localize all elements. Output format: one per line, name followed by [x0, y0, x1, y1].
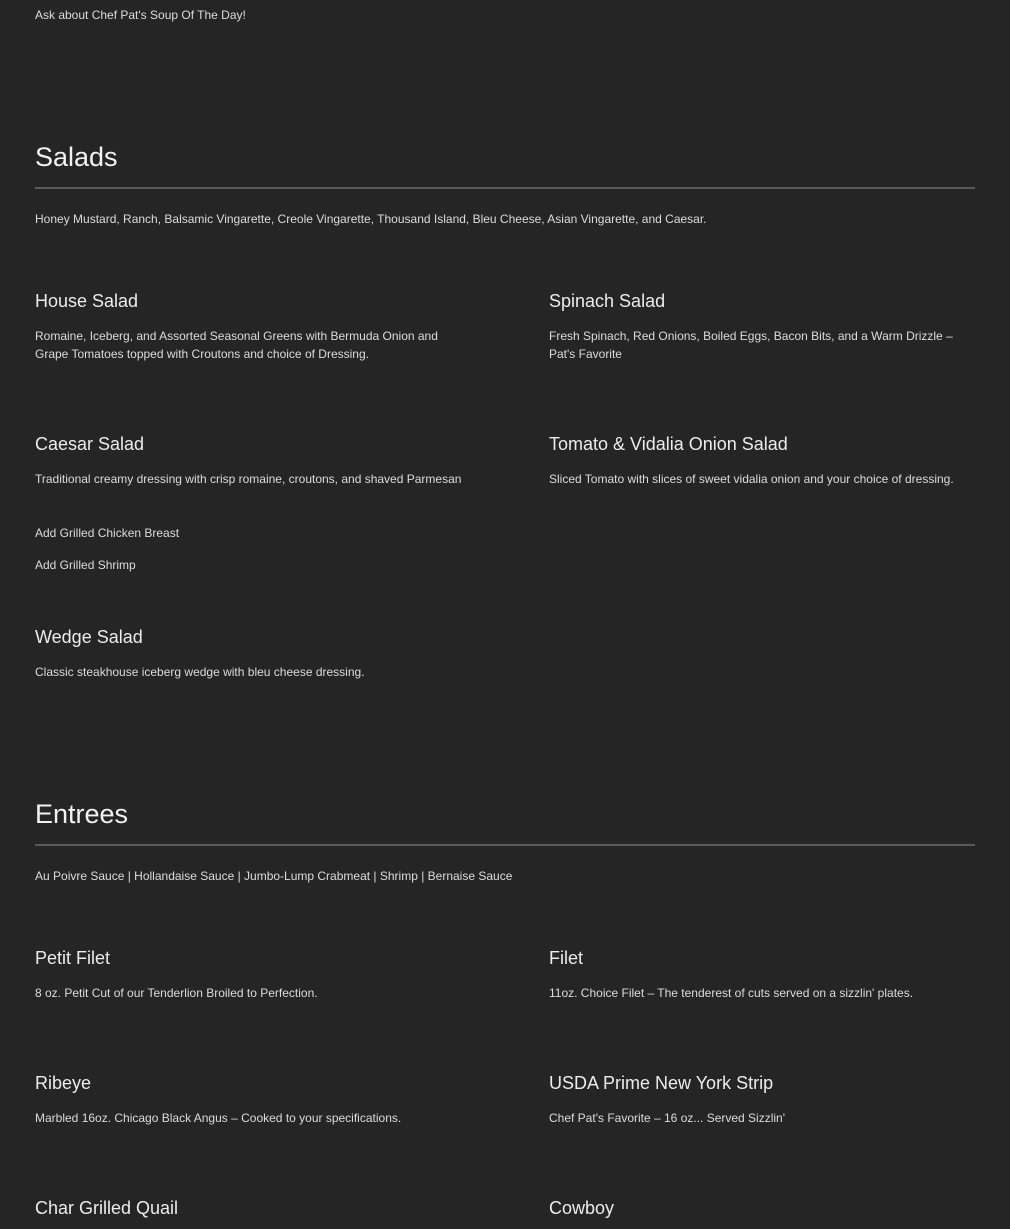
item-title: Char Grilled Quail: [35, 1198, 179, 1218]
salads-section-title: Salads: [35, 142, 118, 172]
item-description: 8 oz. Petit Cut of our Tenderlion Broiled to Perfection.: [35, 986, 318, 1000]
item-title: Ribeye: [35, 1073, 92, 1093]
salad-dressings-list: Honey Mustard, Ranch, Balsamic Vingarette, Creole Vingarette, Thousand Island, Bleu Cheese, Asian Vingarette, and Caesar.: [35, 212, 707, 226]
item-title: Wedge Salad: [35, 627, 143, 647]
entree-sauces-list: Au Poivre Sauce | Hollandaise Sauce | Jumbo-Lump Crabmeat | Shrimp | Bernaise Sauce: [35, 869, 513, 883]
item-title: Petit Filet: [35, 948, 111, 968]
item-title: Caesar Salad: [35, 434, 145, 454]
item-description: Sliced Tomato with slices of sweet vidalia onion and your choice of dressing.: [549, 472, 954, 486]
addon-option: Add Grilled Chicken Breast: [35, 526, 180, 540]
item-title: USDA Prime New York Strip: [549, 1073, 774, 1093]
item-title: Tomato & Vidalia Onion Salad: [549, 434, 788, 454]
item-title: House Salad: [35, 291, 139, 311]
item-description: Chef Pat's Favorite – 16 oz... Served Sizzlin': [549, 1111, 786, 1125]
item-description: Classic steakhouse iceberg wedge with bleu cheese dressing.: [35, 665, 365, 679]
item-title: Cowboy: [549, 1198, 615, 1218]
item-description: Romaine, Iceberg, and Assorted Seasonal Greens with Bermuda Onion and Grape Tomatoes topped with Croutons and choice of Dressing.: [35, 329, 438, 361]
salads-divider: [35, 187, 975, 189]
item-description: Marbled 16oz. Chicago Black Angus – Cooked to your specifications.: [35, 1111, 402, 1125]
item-title: Spinach Salad: [549, 291, 666, 311]
item-title: Filet: [549, 948, 584, 968]
item-description: Traditional creamy dressing with crisp romaine, croutons, and shaved Parmesan: [35, 472, 462, 486]
item-description: 11oz. Choice Filet – The tenderest of cuts served on a sizzlin' plates.: [549, 986, 914, 1000]
soup-of-the-day-note: Ask about Chef Pat's Soup Of The Day!: [35, 8, 246, 22]
item-description: Fresh Spinach, Red Onions, Boiled Eggs, Bacon Bits, and a Warm Drizzle – Pat's Favorite: [549, 329, 953, 361]
addon-option: Add Grilled Shrimp: [35, 558, 136, 572]
entrees-divider: [35, 844, 975, 846]
entrees-section-title: Entrees: [35, 799, 129, 829]
